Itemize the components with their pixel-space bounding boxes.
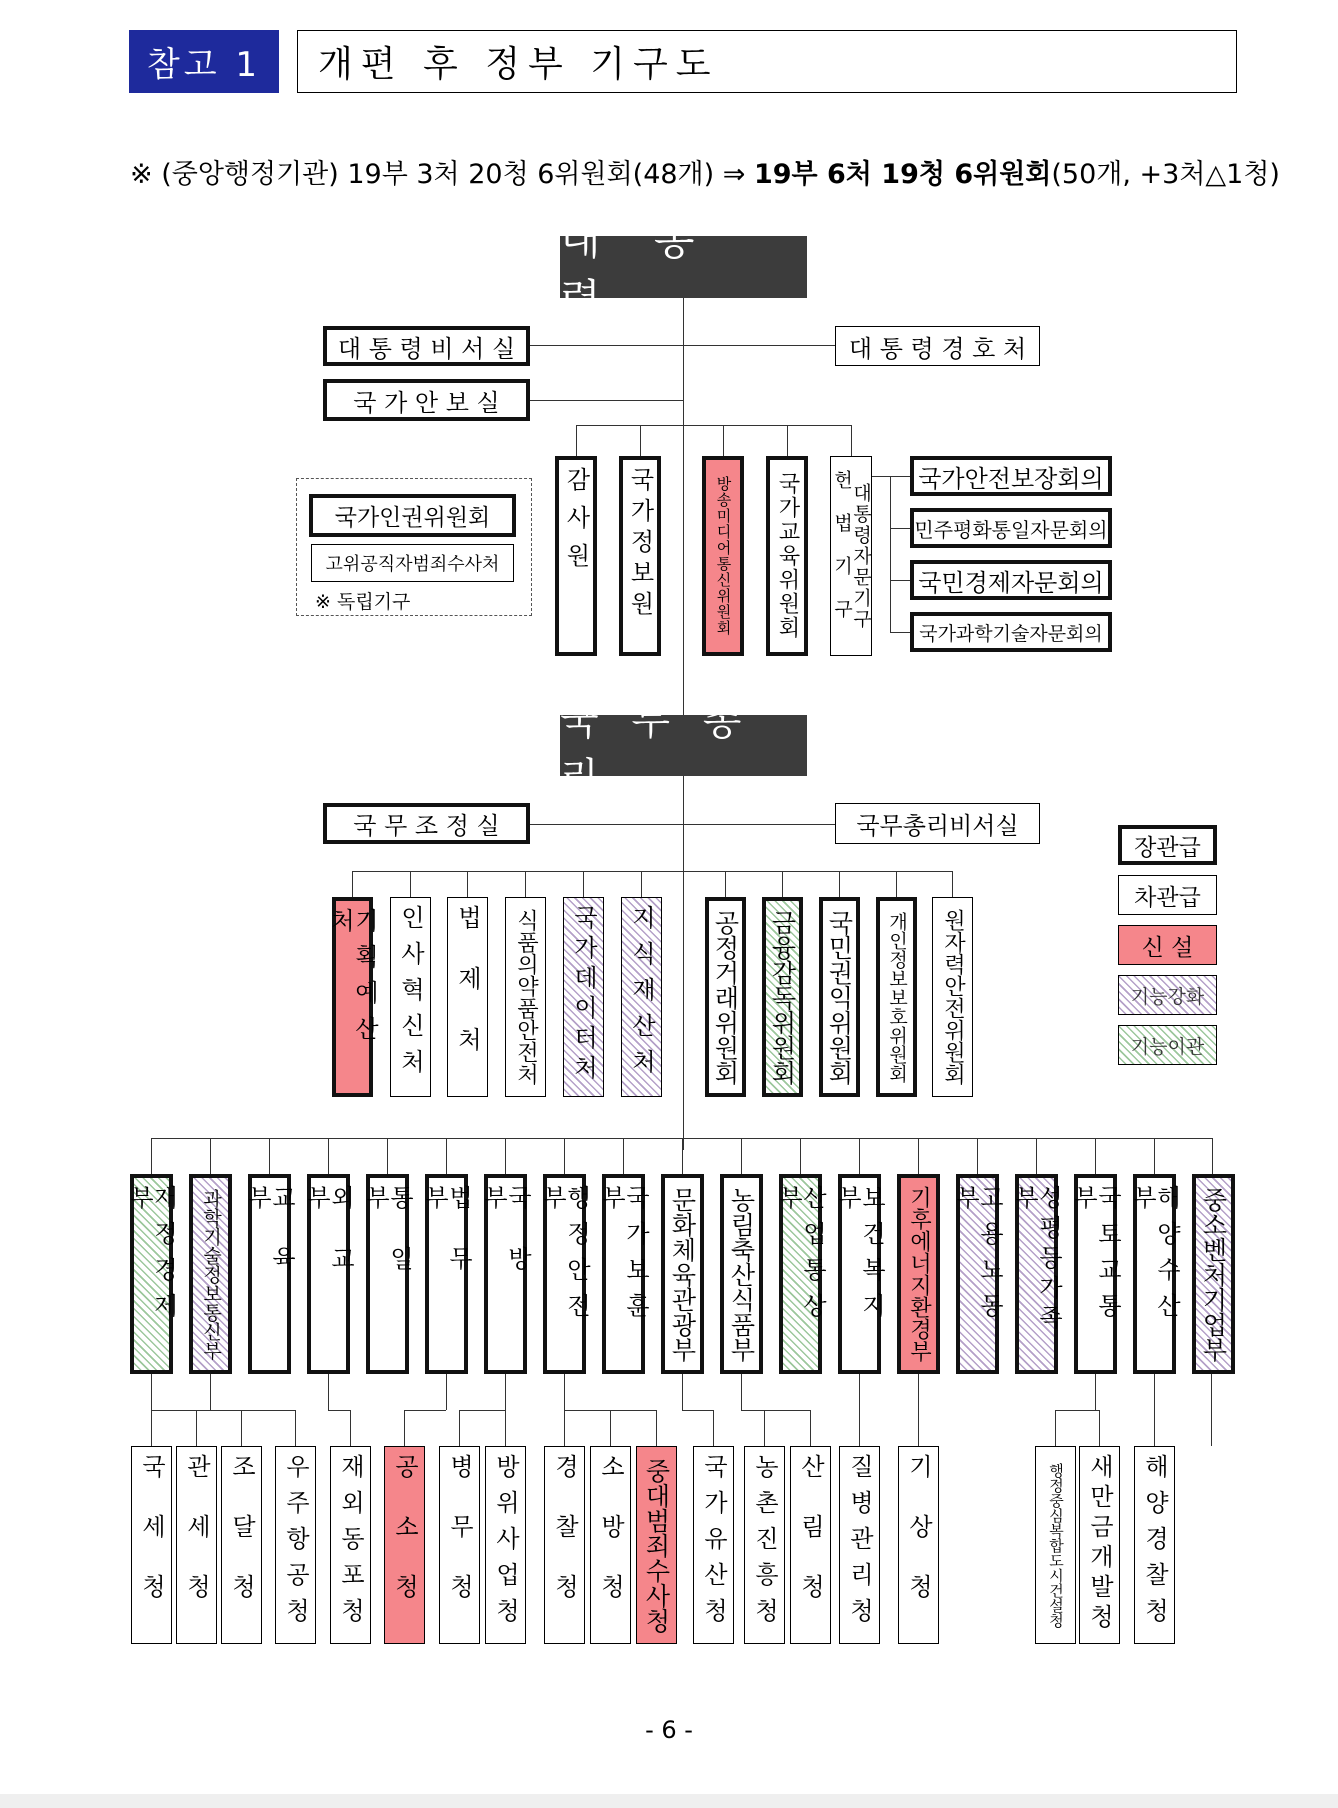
- service-2: 관세청: [176, 1446, 217, 1644]
- unit-국가정보원: 국가정보원: [619, 456, 661, 656]
- council-peaceful-unification: 민주평화통일자문회의: [910, 508, 1112, 548]
- pm-secretariat: 국무총리비서실: [835, 803, 1040, 844]
- ministry-9: 국가보훈부: [602, 1174, 645, 1374]
- service-8: 방위사업청: [485, 1446, 526, 1644]
- ministry-14: 기후에너지환경부: [897, 1174, 940, 1374]
- legend-new: 신 설: [1118, 925, 1217, 965]
- pm-agency-9: 국민권익위원회: [819, 897, 860, 1097]
- service-9: 경찰청: [544, 1446, 585, 1644]
- service-1: 국세청: [131, 1446, 172, 1644]
- service-10: 소방청: [590, 1446, 631, 1644]
- national-security-office: 국 가 안 보 실: [323, 379, 530, 421]
- ministry-3: 교육부: [248, 1174, 291, 1374]
- office-government-policy-coordination: 국 무 조 정 실: [323, 803, 530, 844]
- service-12: 국가유산청: [693, 1446, 734, 1644]
- service-11: 중대범죄수사청: [636, 1446, 677, 1644]
- page-number: - 6 -: [645, 1716, 693, 1744]
- ministry-1: 재정경제부: [130, 1174, 173, 1374]
- service-15: 질병관리청: [839, 1446, 880, 1644]
- council-science-technology: 국가과학기술자문회의: [910, 612, 1112, 652]
- prime-minister-title: 국 무 총 리: [560, 697, 752, 801]
- unit-national-education-commission: 국가교육위원회: [766, 456, 808, 656]
- service-18: 새만금개발청: [1079, 1446, 1120, 1644]
- summary-note: [130, 152, 1280, 191]
- presidential-secretariat: 대 통 령 비 서 실: [323, 326, 530, 366]
- council-national-economic: 국민경제자문회의: [910, 560, 1112, 600]
- advisory-and-constitutional: [830, 456, 872, 656]
- council-national-security: 국가안전보장회의: [910, 456, 1112, 496]
- pm-agency-3: 법제처: [447, 897, 488, 1097]
- ministry-11: 농림축산식품부: [720, 1174, 763, 1374]
- service-7: 병무청: [439, 1446, 480, 1644]
- legend-minister-level: 장관급: [1118, 825, 1217, 865]
- summary-suffix: (50개, +3처△1청): [1051, 159, 1280, 190]
- ministry-13: 보건복지부: [838, 1174, 881, 1374]
- ministry-10: 문화체육관광부: [661, 1174, 704, 1374]
- ministry-16: 성평등가족부: [1015, 1174, 1058, 1374]
- ministry-18: 해양수산부: [1133, 1174, 1176, 1374]
- summary-prefix: ※ (중앙행정기관) 19부 3처 20청 6위원회(48개) ⇒: [130, 159, 754, 190]
- service-3: 조달청: [221, 1446, 262, 1644]
- ministry-6: 법무부: [425, 1174, 468, 1374]
- pm-agency-2: 인사혁신처: [390, 897, 431, 1097]
- ministry-15: 고용노동부: [956, 1174, 999, 1374]
- cio-office: 고위공직자범죄수사처: [311, 544, 514, 582]
- unit-broadcasting-commission: 방송미디어통신위원회: [702, 456, 744, 656]
- service-13: 농촌진흥청: [744, 1446, 785, 1644]
- service-14: 산림청: [790, 1446, 831, 1644]
- pm-agency-4: 식품의약품안전처: [505, 897, 546, 1097]
- independent-bodies-group: [296, 478, 532, 616]
- president-box: [560, 215, 807, 324]
- pm-agency-8: 금융감독위원회: [762, 897, 803, 1097]
- unit-감사원: 감사원: [555, 456, 597, 656]
- service-6: 공소청: [384, 1446, 425, 1644]
- service-17: 행정중심복합도시건설청: [1035, 1446, 1076, 1644]
- ministry-4: 외교부: [307, 1174, 350, 1374]
- ministry-5: 통일부: [366, 1174, 409, 1374]
- legend-strengthened: 기능강화: [1118, 975, 1217, 1015]
- page-title: 개편 후 정부 기구도: [297, 30, 1237, 93]
- ministry-17: 국토교통부: [1074, 1174, 1117, 1374]
- service-19: 해양경찰청: [1134, 1446, 1175, 1644]
- pm-agency-1: 기획예산처: [332, 897, 373, 1097]
- prime-minister-box: [560, 697, 807, 801]
- constitutional-label: 헌법기구: [831, 470, 853, 642]
- presidential-security-service: 대 통 령 경 호 처: [835, 326, 1040, 366]
- advisory-label: 대통령자문기구: [850, 482, 872, 630]
- service-4: 우주항공청: [275, 1446, 316, 1644]
- pm-agency-11: 원자력안전위원회: [932, 897, 973, 1097]
- pm-agency-10: 개인정보보호위원회: [876, 897, 917, 1097]
- ministry-7: 국방부: [484, 1174, 527, 1374]
- service-5: 재외동포청: [330, 1446, 371, 1644]
- president-title: 대 통 령: [560, 215, 715, 324]
- reference-tag: 참고 1: [129, 30, 279, 93]
- pm-agency-5: 국가데이터처: [563, 897, 604, 1097]
- service-16: 기상청: [898, 1446, 939, 1644]
- ministry-12: 산업통상부: [779, 1174, 822, 1374]
- legend-transferred: 기능이관: [1118, 1025, 1217, 1065]
- ministry-2: 과학기술정보통신부: [189, 1174, 232, 1374]
- ministry-8: 행정안전부: [543, 1174, 586, 1374]
- pm-agency-6: 지식재산처: [621, 897, 662, 1097]
- summary-bold: 19부 6처 19청 6위원회: [753, 159, 1052, 190]
- legend-vice-minister-level: 차관급: [1118, 875, 1217, 915]
- pm-agency-7: 공정거래위원회: [705, 897, 746, 1097]
- human-rights-commission: 국가인권위원회: [309, 494, 516, 537]
- ministry-19: 중소벤처기업부: [1192, 1174, 1235, 1374]
- independent-label: ※ 독립기구: [315, 591, 411, 613]
- bottom-bar: [0, 1794, 1338, 1808]
